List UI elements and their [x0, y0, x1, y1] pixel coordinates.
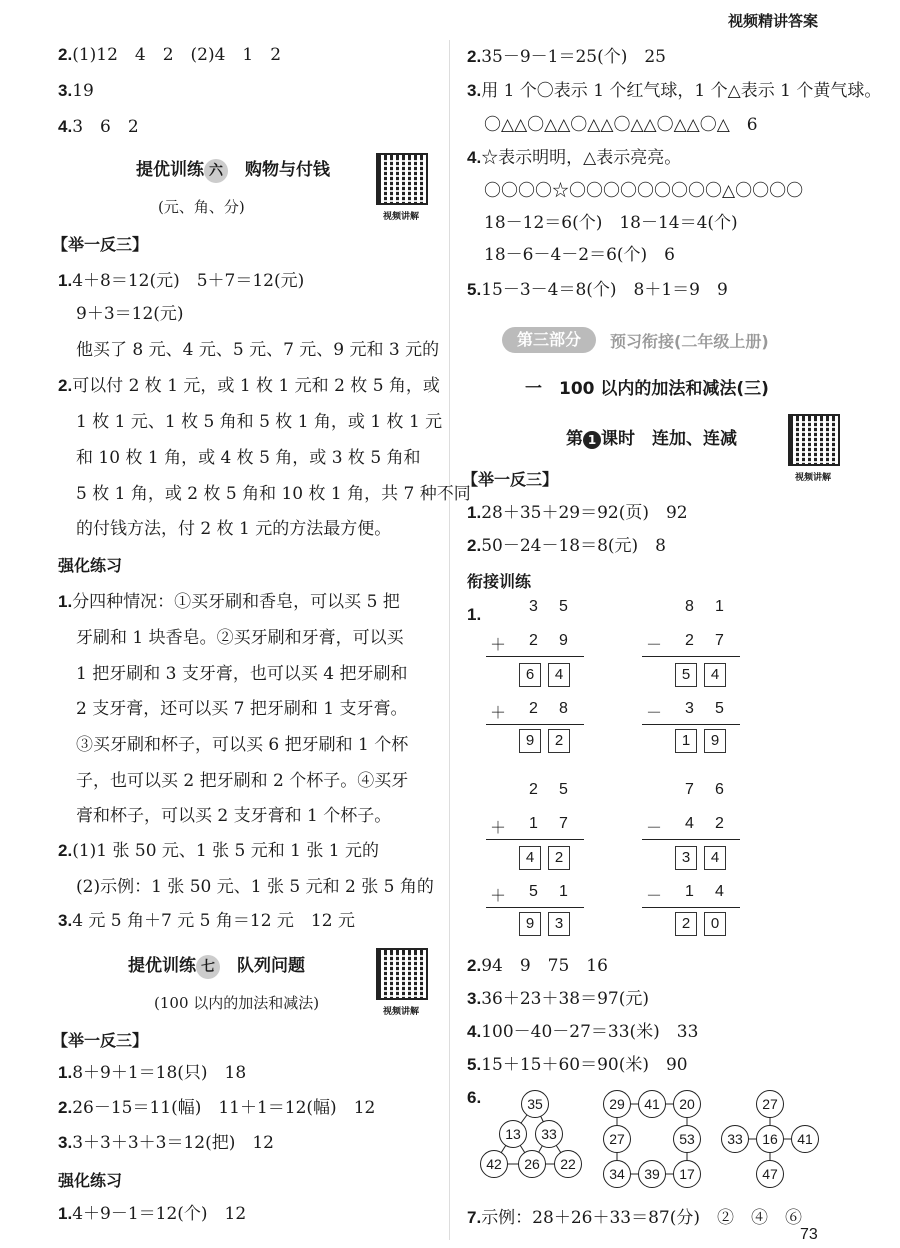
digit: 5 [559, 598, 568, 615]
answer-digit-box: 6 [519, 663, 541, 687]
number-circle: 53 [673, 1125, 701, 1153]
s6-1-line2: 9＋3＝12(元) [76, 304, 184, 324]
operator: － [646, 820, 663, 837]
answer-digit-box: 4 [548, 663, 570, 687]
s7-item-3: 3.3＋3＋3＋3＝12(把) 12 [58, 1133, 274, 1153]
r-answer-4-line4: 18－6－4－2＝6(个) 6 [484, 245, 675, 265]
s6-q1-line6: 子，也可以买 2 把牙刷和 2 个杯子。④买牙 [76, 771, 409, 791]
digit: 2 [715, 815, 724, 832]
part3-badge: 第三部分 [502, 327, 596, 353]
s6-2-line2: 1 枚 1 元、1 枚 5 角和 5 枚 1 角，或 1 枚 1 元 [76, 412, 443, 432]
number-circle: 42 [480, 1150, 508, 1178]
s6-q2-line1: 2.(1)1 张 50 元、1 张 5 元和 1 张 1 元的 [58, 841, 380, 861]
digit: 1 [715, 598, 724, 615]
section7-subtitle: (100 以内的加法和减法) [154, 994, 320, 1012]
r-jyf-heading: 【举一反三】 [462, 470, 559, 489]
digit: 4 [685, 815, 694, 832]
r-answer-4-line2: 〇〇〇〇☆〇〇〇〇〇〇〇〇〇△〇〇〇〇 [484, 181, 804, 201]
s7-q1: 1.4＋9－1＝12(个) 12 [58, 1204, 247, 1224]
r-jyf-1: 1.28＋35＋29＝92(页) 92 [467, 503, 688, 523]
s6-q2-line2: (2)示例：1 张 50 元、1 张 5 元和 2 张 5 角的 [76, 877, 434, 897]
digit: 6 [715, 781, 724, 798]
number-circle: 27 [756, 1090, 784, 1118]
operator: ＋ [490, 888, 507, 905]
s6-jyf-heading: 【举一反三】 [52, 235, 149, 254]
s7-item-2: 2.26－15＝11(幅) 11＋1＝12(幅) 12 [58, 1098, 376, 1118]
number-circle: 16 [756, 1125, 784, 1153]
digit: 7 [685, 781, 694, 798]
answer-digit-box: 3 [675, 846, 697, 870]
digit: 5 [529, 883, 538, 900]
digit: 1 [559, 883, 568, 900]
s6-q1-line1: 1.分四种情况：①买牙刷和香皂，可以买 5 把 [58, 592, 400, 612]
section6-subtitle: (元、角、分) [158, 198, 245, 216]
s6-2-line5: 的付钱方法，付 2 枚 1 元的方法最方便。 [76, 519, 392, 539]
xj-heading: 衔接训练 [467, 572, 532, 591]
xj-2: 2.94 9 75 16 [467, 956, 608, 976]
operator: ＋ [490, 705, 507, 722]
xj-3: 3.36＋23＋38＝97(元) [467, 989, 649, 1009]
r-answer-4-line1: 4.☆表示明明，△表示亮亮。 [467, 148, 682, 168]
section7-badge: 七 [196, 955, 220, 979]
xj-5: 5.15＋15＋60＝90(米) 90 [467, 1055, 688, 1075]
number-circle: 29 [603, 1090, 631, 1118]
s6-q1-line5: ③买牙刷和杯子，可以买 6 把牙刷和 1 个杯 [76, 735, 409, 755]
s6-1-line1: 1.4＋8＝12(元) 5＋7＝12(元) [58, 271, 305, 291]
answer-2: 2.(1)12 4 2 (2)4 1 2 [58, 45, 282, 65]
s6-q1-line2: 牙刷和 1 块香皂。②买牙刷和牙膏，可以买 [76, 628, 404, 648]
answer-digit-box: 4 [704, 663, 726, 687]
digit: 1 [529, 815, 538, 832]
operator: ＋ [490, 820, 507, 837]
section6-badge: 六 [204, 159, 228, 183]
digit: 5 [559, 781, 568, 798]
lesson-title: 第 1 课时 连加、连减 [566, 429, 737, 449]
number-circle: 34 [603, 1160, 631, 1188]
answer-digit-box: 2 [548, 846, 570, 870]
s7-item-1: 1.8＋9＋1＝18(只) 18 [58, 1063, 247, 1083]
s7-qh-heading: 强化练习 [58, 1171, 123, 1190]
digit: 4 [715, 883, 724, 900]
answer-digit-box: 2 [675, 912, 697, 936]
digit: 2 [529, 632, 538, 649]
s6-2-line1: 2.可以付 2 枚 1 元，或 1 枚 1 元和 2 枚 5 角，或 [58, 376, 440, 396]
number-circle: 20 [673, 1090, 701, 1118]
operator: － [646, 637, 663, 654]
digit: 8 [685, 598, 694, 615]
number-circle: 33 [535, 1120, 563, 1148]
unit-title: 一 100 以内的加法和减法(三) [525, 379, 769, 399]
answer-digit-box: 1 [675, 729, 697, 753]
number-circle: 35 [521, 1090, 549, 1118]
digit: 3 [685, 700, 694, 717]
xj-7: 7.示例：28＋26＋33＝87(分) ② ④ ⑥ [467, 1208, 802, 1228]
s6-1-line3: 他买了 8 元、4 元、5 元、7 元、9 元和 3 元的 [76, 340, 440, 360]
s6-q1-line7: 膏和杯子，可以买 2 支牙膏和 1 个杯子。 [76, 806, 392, 826]
operator: ＋ [490, 637, 507, 654]
digit: 7 [715, 632, 724, 649]
s6-q1-line4: 2 支牙膏，还可以买 7 把牙刷和 1 支牙膏。 [76, 699, 408, 719]
s6-2-line4: 5 枚 1 角，或 2 枚 5 角和 10 枚 1 角，共 7 种不同 [76, 484, 471, 504]
r-jyf-2: 2.50－24－18＝8(元) 8 [467, 536, 666, 556]
r-answer-3-line1: 3.用 1 个〇表示 1 个红气球，1 个△表示 1 个黄气球。 [467, 81, 882, 101]
s6-2-line3: 和 10 枚 1 角，或 4 枚 5 角，或 3 枚 5 角和 [76, 448, 421, 468]
page-number: 73 [800, 1226, 818, 1243]
s7-jyf-heading: 【举一反三】 [52, 1031, 149, 1050]
answer-digit-box: 2 [548, 729, 570, 753]
answer-4: 4.3 6 2 [58, 117, 139, 137]
section6-title: 提优训练 六 购物与付钱 [136, 159, 330, 183]
digit: 1 [685, 883, 694, 900]
digit: 2 [685, 632, 694, 649]
number-circle: 47 [756, 1160, 784, 1188]
digit: 2 [529, 781, 538, 798]
number-circle: 41 [638, 1090, 666, 1118]
number-circle: 27 [603, 1125, 631, 1153]
answer-digit-box: 5 [675, 663, 697, 687]
xj-6-label: 6. [467, 1088, 482, 1107]
section7-title: 提优训练 七 队列问题 [128, 955, 305, 979]
r-answer-4-line3: 18－12＝6(个) 18－14＝4(个) [484, 213, 738, 233]
s6-q1-line3: 1 把牙刷和 3 支牙膏，也可以买 4 把牙刷和 [76, 664, 408, 684]
s6-qh-heading: 强化练习 [58, 556, 123, 575]
answer-digit-box: 3 [548, 912, 570, 936]
qr-label: 视频讲解 [383, 212, 420, 222]
xj-1-label: 1. [467, 605, 482, 624]
operator: － [646, 705, 663, 722]
number-circle: 13 [499, 1120, 527, 1148]
number-circle: 41 [791, 1125, 819, 1153]
digit: 5 [715, 700, 724, 717]
answer-digit-box: 9 [519, 912, 541, 936]
answer-digit-box: 0 [704, 912, 726, 936]
number-circle: 39 [638, 1160, 666, 1188]
r-answer-5: 5.15－3－4＝8(个) 8＋1＝9 9 [467, 280, 728, 300]
digit: 7 [559, 815, 568, 832]
qr-label: 视频讲解 [795, 473, 832, 483]
s6-q3: 3.4 元 5 角＋7 元 5 角＝12 元 12 元 [58, 911, 355, 931]
digit: 9 [559, 632, 568, 649]
number-circle: 33 [721, 1125, 749, 1153]
xj-4: 4.100－40－27＝33(米) 33 [467, 1022, 699, 1042]
operator: － [646, 888, 663, 905]
answer-digit-box: 4 [519, 846, 541, 870]
answer-3: 3.19 [58, 81, 94, 101]
number-circle: 17 [673, 1160, 701, 1188]
number-circle: 26 [518, 1150, 546, 1178]
digit: 3 [529, 598, 538, 615]
qr-label: 视频讲解 [383, 1007, 420, 1017]
digit: 8 [559, 700, 568, 717]
answer-digit-box: 9 [704, 729, 726, 753]
answer-digit-box: 4 [704, 846, 726, 870]
header-title: 视频精讲答案 [727, 12, 818, 30]
r-answer-3-line2: 〇△△〇△△〇△△〇△△〇△△〇△ 6 [484, 115, 758, 135]
part3-subtitle: 预习衔接(二年级上册) [610, 332, 769, 351]
number-circle: 22 [554, 1150, 582, 1178]
answer-digit-box: 9 [519, 729, 541, 753]
r-answer-2: 2.35－9－1＝25(个) 25 [467, 47, 666, 67]
digit: 2 [529, 700, 538, 717]
